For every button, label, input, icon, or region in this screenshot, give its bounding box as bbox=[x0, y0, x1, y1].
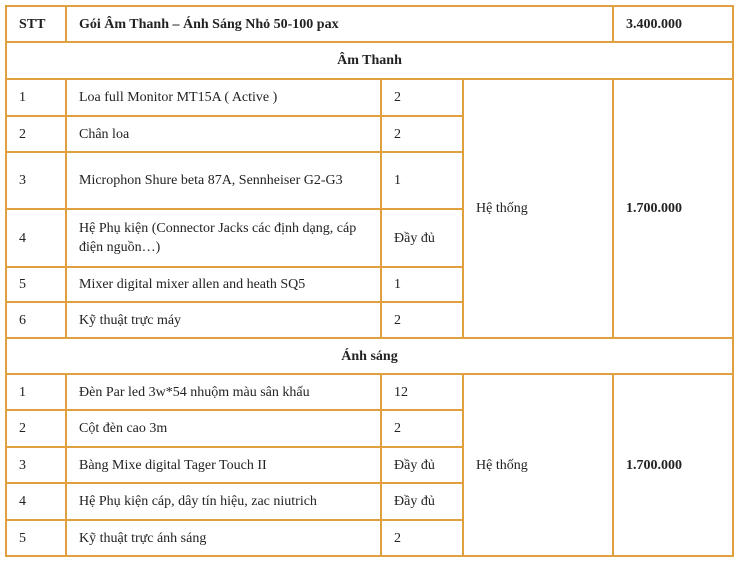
table-row bbox=[6, 79, 733, 116]
sound-price: 1.700.000 bbox=[613, 79, 733, 338]
sound-section-title: Âm Thanh bbox=[6, 42, 733, 79]
light-price: 1.700.000 bbox=[613, 374, 733, 556]
row-item: Hệ Phụ kiện (Connector Jacks các định dạng, cáp điện nguồn…) bbox=[66, 209, 381, 267]
row-qty: 2 bbox=[381, 410, 463, 447]
row-qty: Đầy đủ bbox=[381, 447, 463, 483]
section-title-row bbox=[6, 338, 733, 374]
table-row bbox=[6, 374, 733, 410]
total-price: 3.400.000 bbox=[613, 6, 733, 42]
row-item: Đèn Par led 3w*54 nhuộm màu sân khấu bbox=[66, 374, 381, 410]
row-item: Mixer digital mixer allen and heath SQ5 bbox=[66, 267, 381, 302]
row-qty: 2 bbox=[381, 79, 463, 116]
row-qty: Đầy đủ bbox=[381, 483, 463, 520]
row-qty: 2 bbox=[381, 116, 463, 152]
row-stt: 2 bbox=[6, 116, 66, 152]
row-qty: Đầy đủ bbox=[381, 209, 463, 267]
row-stt: 5 bbox=[6, 267, 66, 302]
package-name: Gói Âm Thanh – Ánh Sáng Nhỏ 50-100 pax bbox=[66, 6, 613, 42]
row-stt: 1 bbox=[6, 374, 66, 410]
row-qty: 1 bbox=[381, 267, 463, 302]
row-item: Loa full Monitor MT15A ( Active ) bbox=[66, 79, 381, 116]
row-stt: 3 bbox=[6, 447, 66, 483]
row-qty: 12 bbox=[381, 374, 463, 410]
header-row bbox=[6, 6, 733, 42]
price-table bbox=[5, 5, 734, 557]
row-item: Kỹ thuật trực máy bbox=[66, 302, 381, 338]
row-stt: 4 bbox=[6, 483, 66, 520]
row-item: Kỹ thuật trực ánh sáng bbox=[66, 520, 381, 556]
row-stt: 6 bbox=[6, 302, 66, 338]
light-group: Hệ thống bbox=[463, 374, 613, 556]
light-section-title: Ánh sáng bbox=[6, 338, 733, 374]
row-stt: 5 bbox=[6, 520, 66, 556]
section-title-row bbox=[6, 42, 733, 79]
row-stt: 4 bbox=[6, 209, 66, 267]
row-item: Hệ Phụ kiện cáp, dây tín hiệu, zac niutrich bbox=[66, 483, 381, 520]
row-item: Bàng Mixe digital Tager Touch II bbox=[66, 447, 381, 483]
row-item: Microphon Shure beta 87A, Sennheiser G2-G3 bbox=[66, 152, 381, 209]
row-item: Cột đèn cao 3m bbox=[66, 410, 381, 447]
stt-header: STT bbox=[6, 6, 66, 42]
sound-group: Hệ thống bbox=[463, 79, 613, 338]
row-item: Chân loa bbox=[66, 116, 381, 152]
row-qty: 2 bbox=[381, 302, 463, 338]
row-qty: 1 bbox=[381, 152, 463, 209]
row-stt: 1 bbox=[6, 79, 66, 116]
row-qty: 2 bbox=[381, 520, 463, 556]
row-stt: 2 bbox=[6, 410, 66, 447]
row-stt: 3 bbox=[6, 152, 66, 209]
